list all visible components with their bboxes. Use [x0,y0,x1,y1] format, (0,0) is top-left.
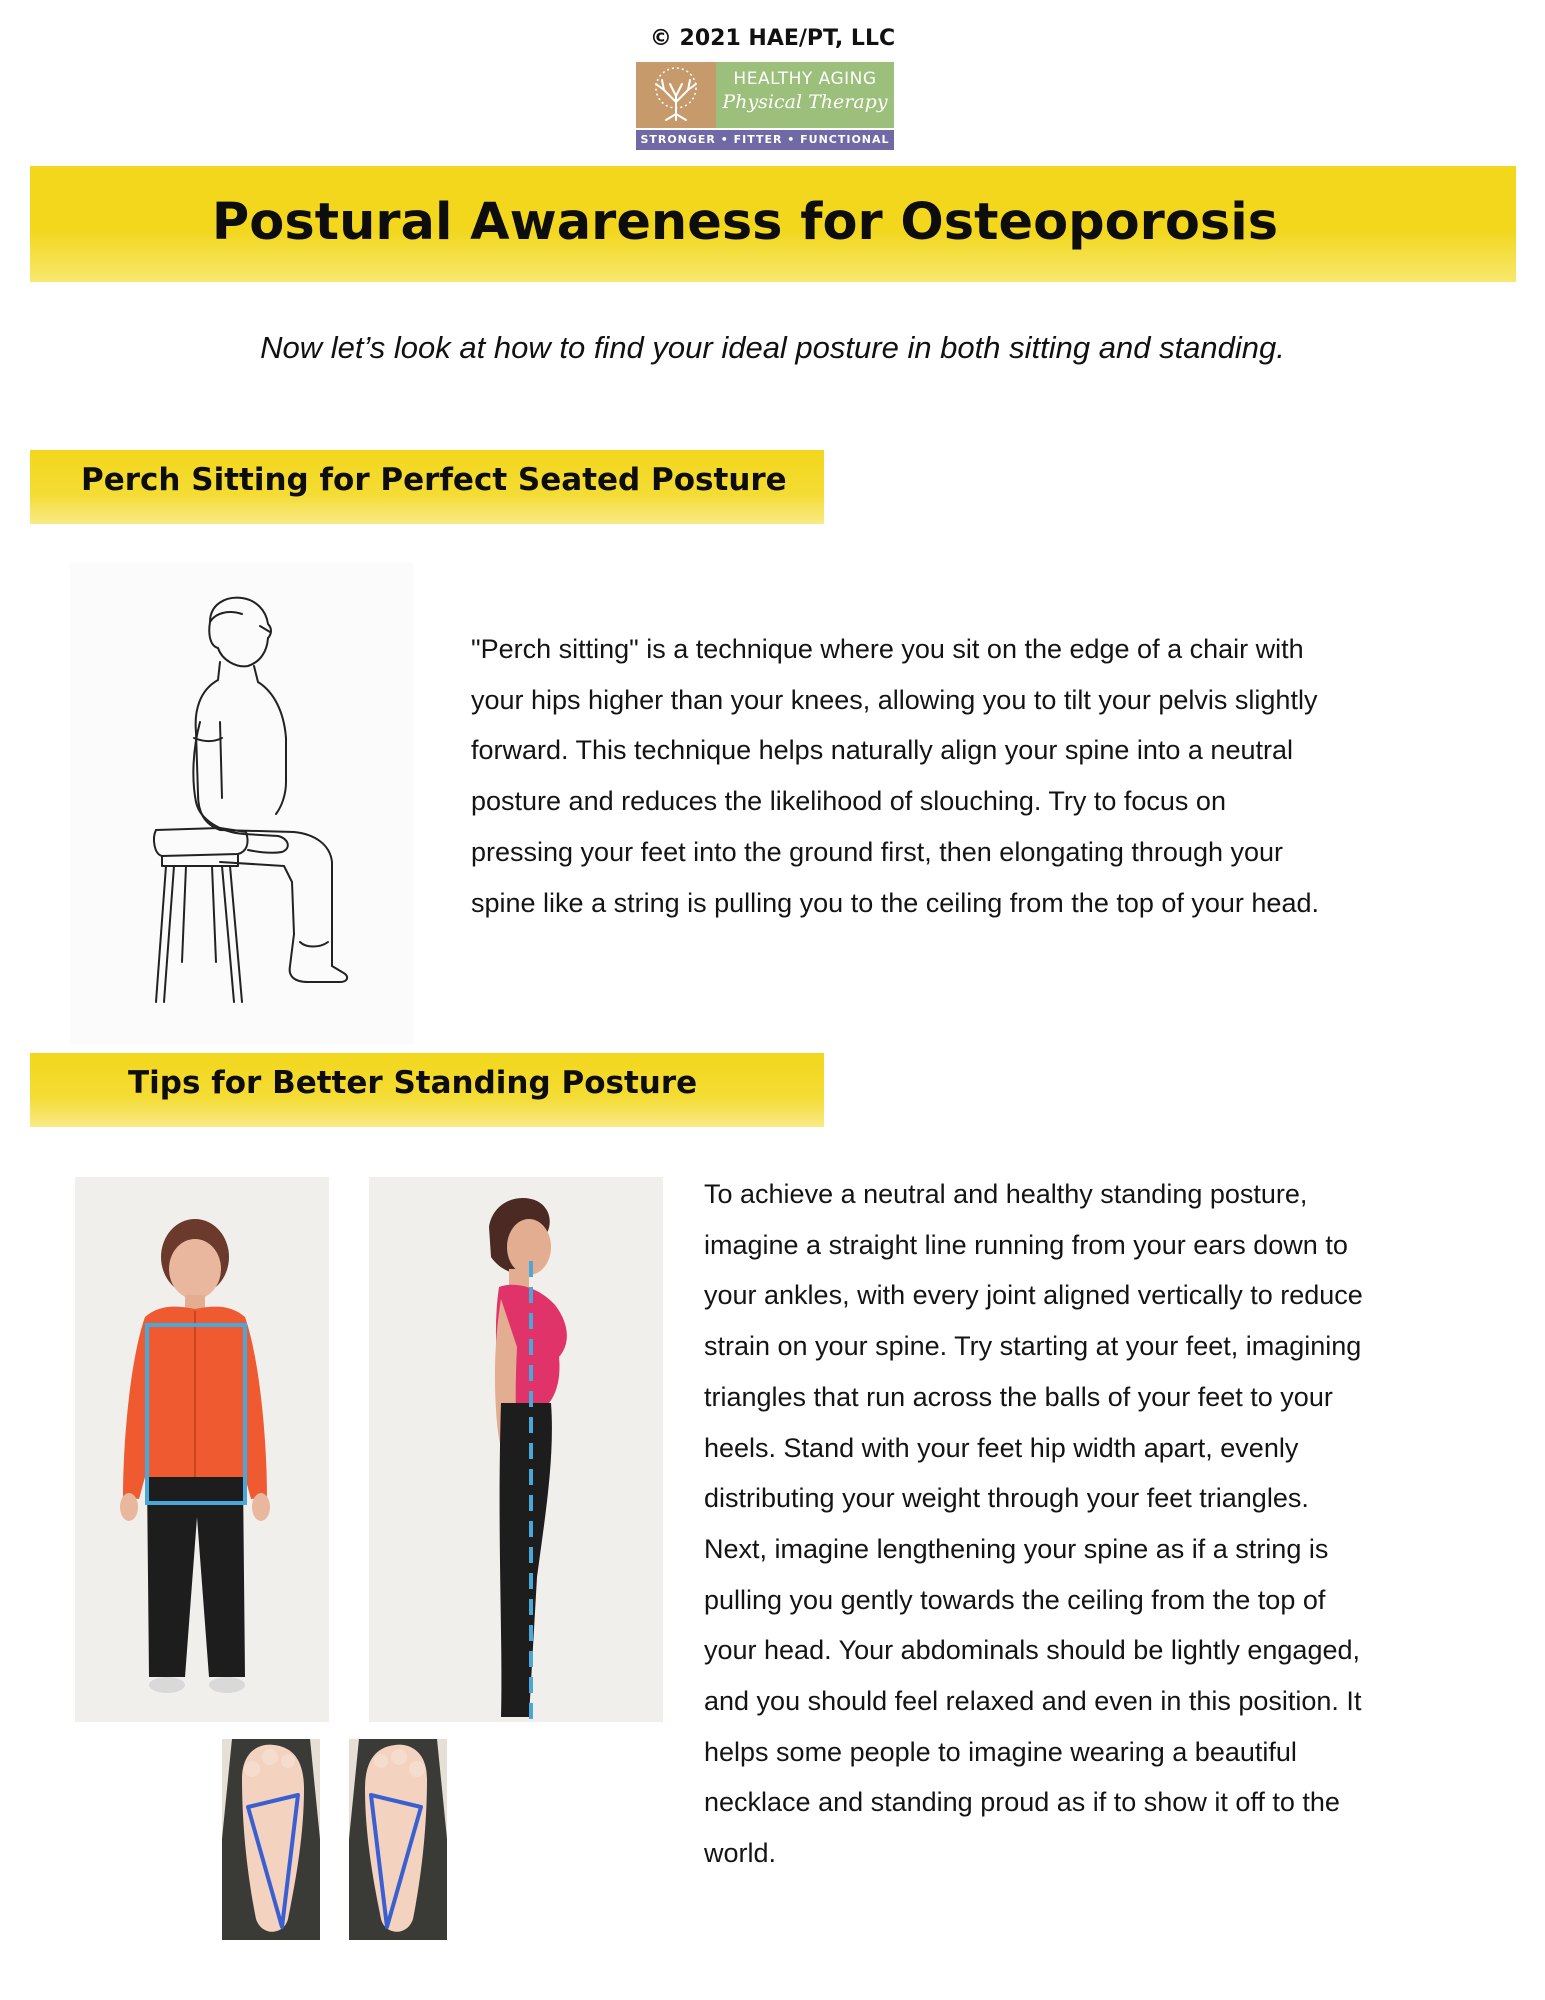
company-logo [636,62,894,150]
page-title: Postural Awareness for Osteoporosis [211,193,1279,252]
section-2-paragraph [704,1169,1504,1879]
paragraph-line: strain on your spine. Try starting at your feet, imagining [704,1331,1362,1362]
paragraph-line: To achieve a neutral and healthy standing posture, [704,1179,1308,1209]
paragraph-line: your hips higher than your knees, allowing you to tilt your pelvis slightly [471,684,1318,715]
logo-line-2: Physical Therapy [722,91,888,113]
section-1-heading: Perch Sitting for Perfect Seated Posture [81,462,787,498]
section-2-heading: Tips for Better Standing Posture [128,1065,698,1101]
paragraph-line: your ankles, with every joint aligned vertically to reduce [704,1280,1363,1311]
paragraph-line: heels. Stand with your feet hip width apart, evenly [704,1432,1299,1463]
paragraph-line: necklace and standing proud as if to show it off to the [704,1787,1340,1818]
paragraph-line: helps some people to imagine wearing a beautiful [704,1736,1297,1767]
paragraph-line: distributing your weight through your feet triangles. [704,1483,1309,1514]
logo-line-1: HEALTHY AGING [733,69,877,89]
paragraph-line: world. [704,1838,777,1869]
right-foot-triangle-photo [349,1739,447,1940]
perch-sitting-illustration [70,562,414,1044]
front-standing-photo [75,1177,329,1722]
paragraph-line: imagine a straight line running from your ears down to [704,1229,1348,1260]
paragraph-line: and you should feel relaxed and even in this position. It [704,1686,1362,1717]
paragraph-line: pressing your feet into the ground first, then elongating through your [471,836,1284,867]
paragraph-line: posture and reduces the likelihood of slouching. Try to focus on [471,786,1226,817]
paragraph-line: Next, imagine lengthening your spine as if a string is [704,1533,1329,1564]
paragraph-line: triangles that run across the balls of your feet to your [704,1381,1333,1412]
paragraph-line: forward. This technique helps naturally align your spine into a neutral [471,735,1293,766]
page-subtitle: Now let’s look at how to find your ideal posture in both sitting and standing. [260,330,1285,365]
side-standing-photo [369,1177,663,1722]
paragraph-line: pulling you gently towards the ceiling from the top of [704,1584,1326,1615]
logo-wordmark [716,62,894,128]
logo-tagline: STRONGER • FITTER • FUNCTIONAL [636,130,894,150]
section-1-paragraph [471,624,1491,928]
copyright-notice: © 2021 HAE/PT, LLC [649,26,896,51]
tree-logo-icon [636,62,716,128]
paragraph-line: "Perch sitting" is a technique where you sit on the edge of a chair with [471,634,1304,664]
paragraph-line: your head. Your abdominals should be lightly engaged, [704,1635,1360,1666]
left-foot-triangle-photo [222,1739,320,1940]
paragraph-line: spine like a string is pulling you to the ceiling from the top of your head. [471,887,1319,918]
